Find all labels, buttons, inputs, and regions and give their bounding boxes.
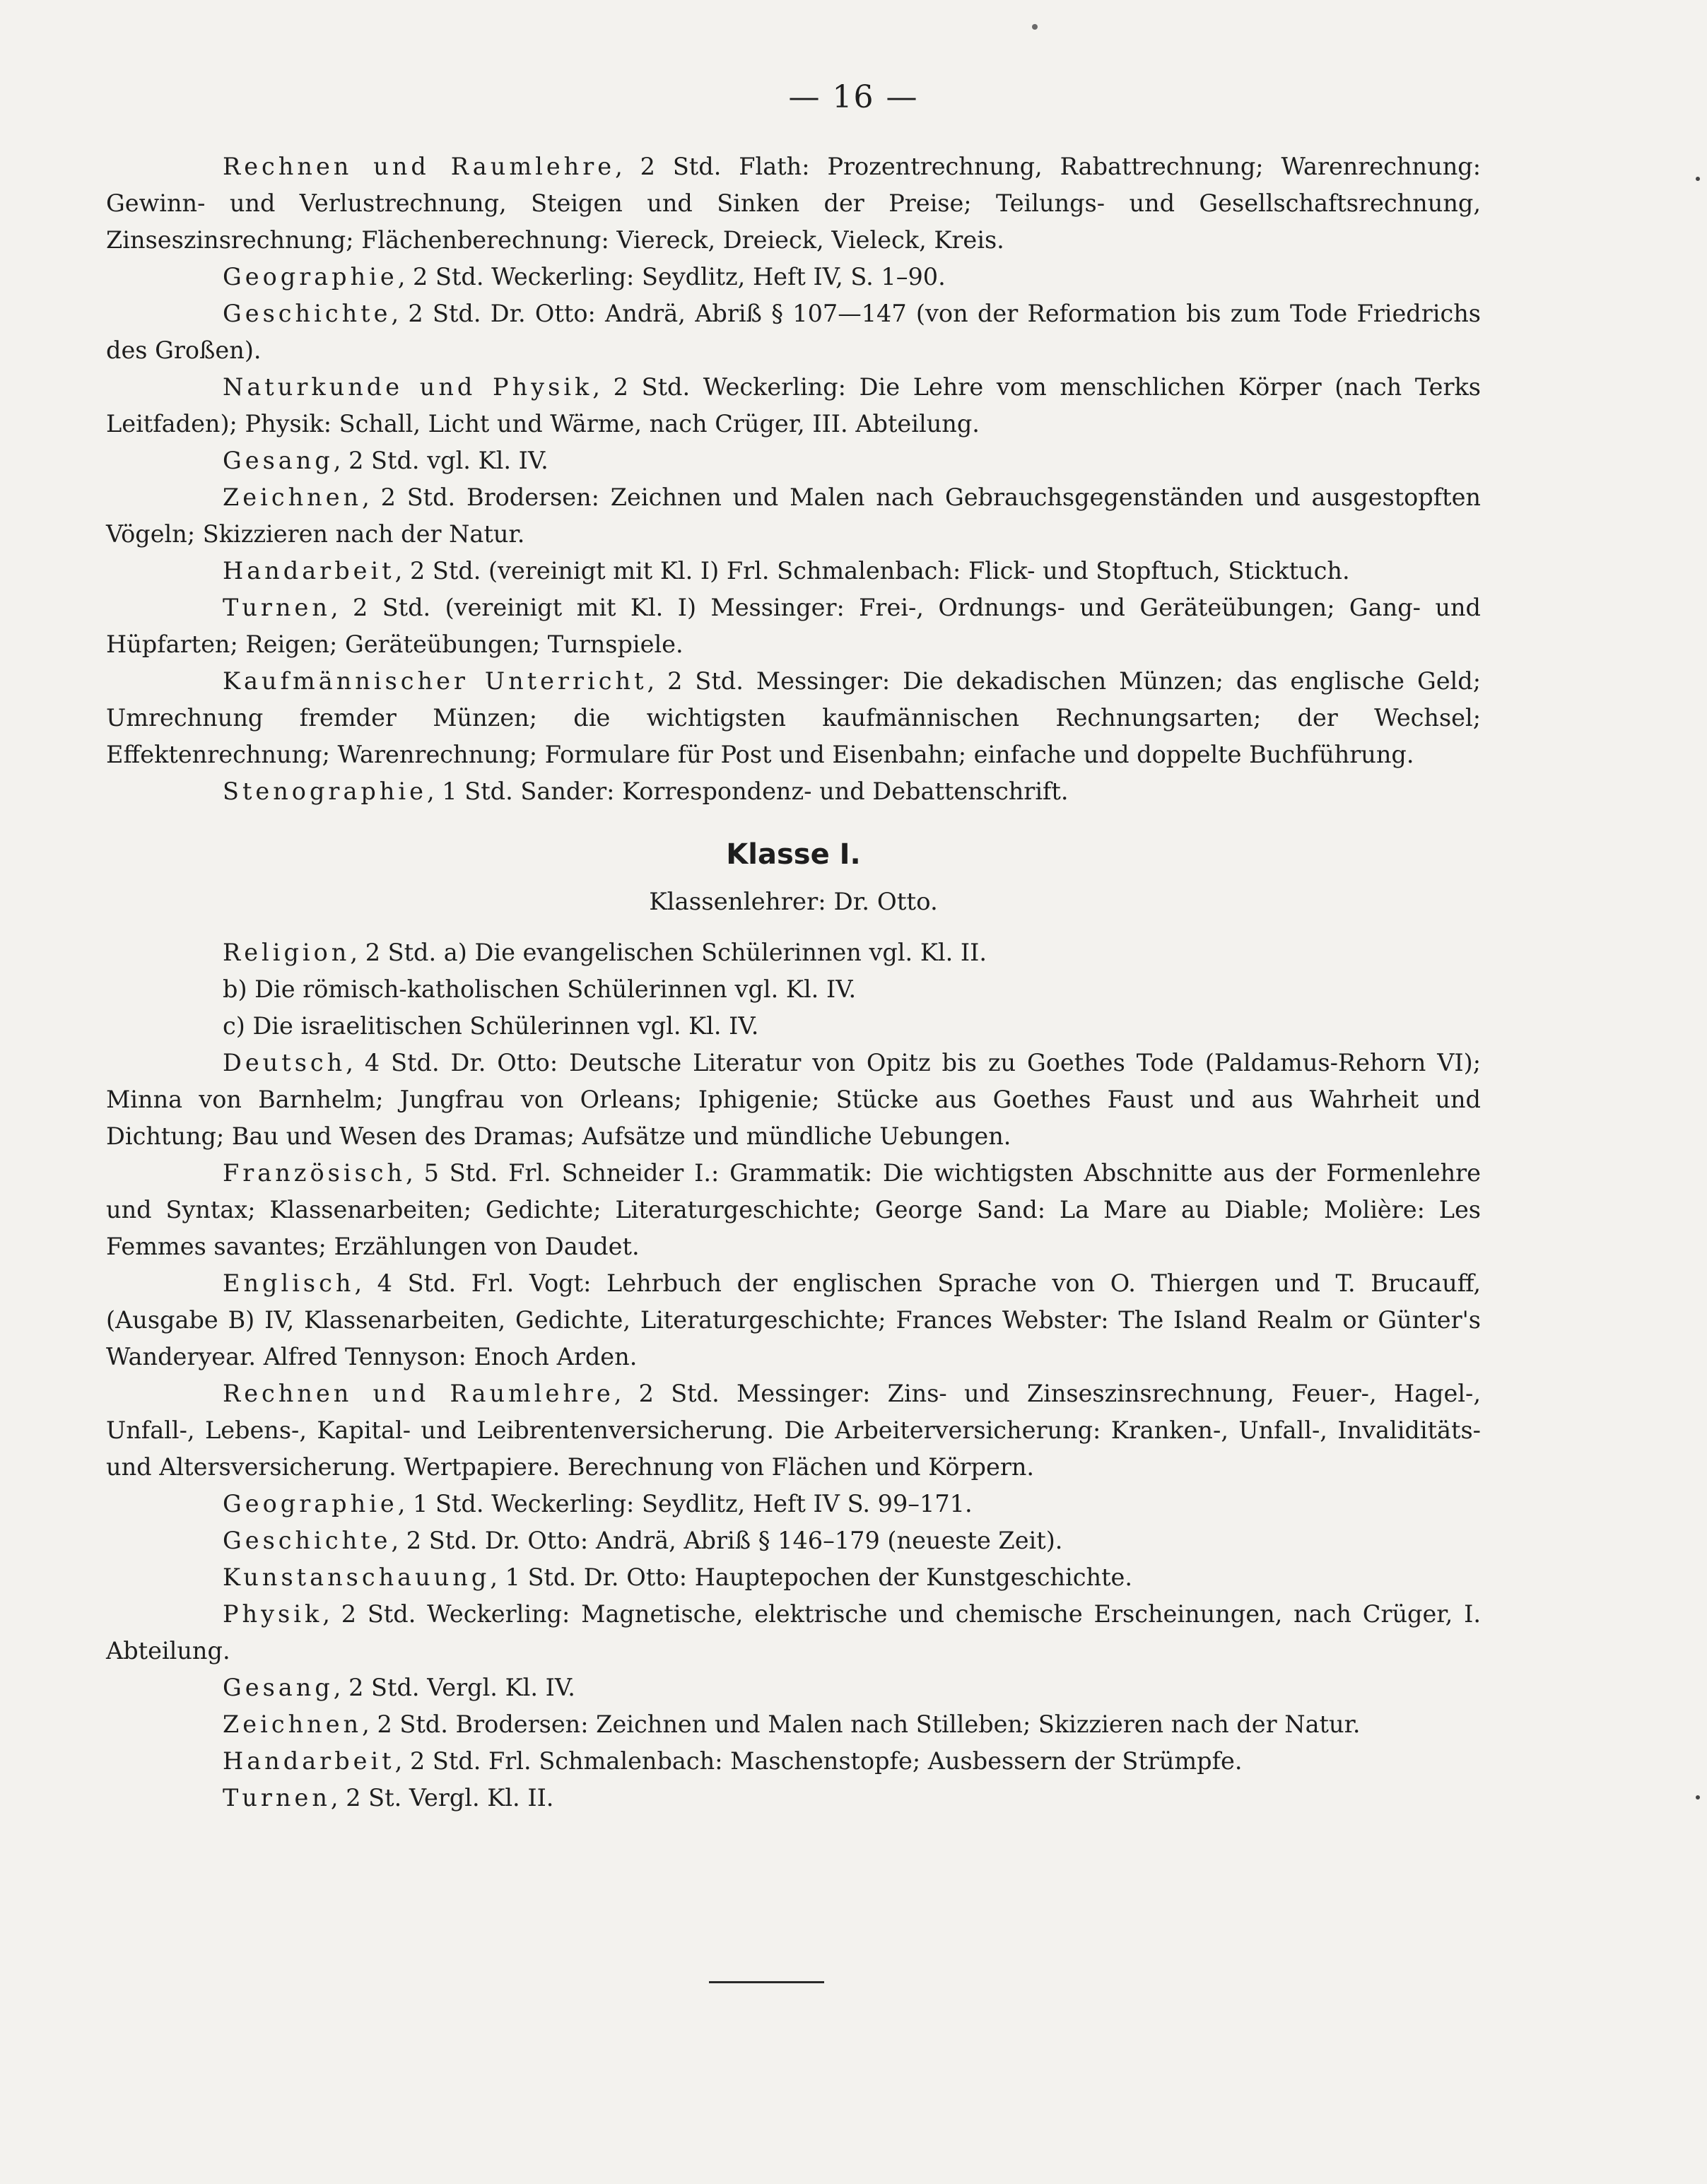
subject-description: , 1 Std. Weckerling: Seydlitz, Heft IV S. 99–171. bbox=[397, 1490, 973, 1517]
subject-paragraph bbox=[106, 295, 1481, 369]
subject-paragraph bbox=[106, 1596, 1481, 1669]
subject-name: Englisch bbox=[223, 1269, 355, 1297]
subject-description: c) Die israelitischen Schülerinnen vgl. Kl. IV. bbox=[223, 1012, 759, 1040]
subject-name: Geographie bbox=[223, 1490, 398, 1517]
subject-name: Stenographie bbox=[223, 777, 427, 805]
subject-description: , 2 Std. Dr. Otto: Andrä, Abriß § 146–179 (neueste Zeit). bbox=[391, 1527, 1063, 1554]
subject-description: , 4 Std. Dr. Otto: Deutsche Literatur von Opitz bis zu Goethes Tode (Paldamus-Rehorn VI); Minna von Barnhelm; Jungfrau von Orleans; Iphigenie; Stücke aus Goethes Faust und aus Wahrheit und Dichtung; Bau und Wesen des Dramas; Aufsätze und mündliche Uebungen. bbox=[106, 1049, 1481, 1150]
subject-paragraph bbox=[106, 1743, 1481, 1780]
subject-description: , 2 Std. Messinger: Die dekadischen Münzen; das englische Geld; Umrechnung fremder Münzen; die wichtigsten kaufmännischen Rechnungsarten; der Wechsel; Effektenrechnung; Warenrechnung; Formulare für Post und Eisenbahn; einfache und doppelte Buchführung. bbox=[106, 667, 1481, 768]
subject-paragraph bbox=[106, 934, 1481, 971]
subject-description: b) Die römisch-katholischen Schülerinnen vgl. Kl. IV. bbox=[223, 975, 857, 1003]
subject-description: , 2 Std. Brodersen: Zeichnen und Malen nach Gebrauchsgegenständen und ausgestopften Vögeln; Skizzieren nach der Natur. bbox=[106, 483, 1481, 548]
subject-paragraph bbox=[106, 1375, 1481, 1486]
subject-name: Handarbeit bbox=[223, 557, 395, 585]
subject-description: , 1 Std. Dr. Otto: Hauptepochen der Kunstgeschichte. bbox=[490, 1563, 1133, 1591]
subject-description: , 2 Std. Weckerling: Die Lehre vom menschlichen Körper (nach Terks Leitfaden); Physik: Schall, Licht und Wärme, nach Crüger, III. Abteilung. bbox=[106, 373, 1481, 438]
subject-paragraph bbox=[106, 369, 1481, 442]
subject-name: Kaufmännischer Unterricht bbox=[223, 667, 647, 695]
subject-paragraph bbox=[106, 553, 1481, 589]
margin-speck bbox=[1696, 177, 1700, 181]
page-number: — 16 — bbox=[788, 79, 919, 115]
subject-paragraph bbox=[106, 479, 1481, 553]
subject-description: , 2 Std. vgl. Kl. IV. bbox=[333, 447, 549, 474]
subject-description: , 2 Std. Vergl. Kl. IV. bbox=[333, 1674, 575, 1701]
subject-description: , 2 Std. (vereinigt mit Kl. I) Messinger: Frei-, Ordnungs- und Geräteübungen; Gang- und Hüpfarten; Reigen; Geräteübungen; Turnspiele. bbox=[106, 594, 1481, 658]
subject-paragraph bbox=[106, 259, 1481, 295]
subject-name: Geschichte bbox=[223, 1527, 392, 1554]
subject-paragraph bbox=[106, 1669, 1481, 1706]
subject-description: , 2 Std. Dr. Otto: Andrä, Abriß § 107—147 (von der Reformation bis zum Tode Friedrichs des Großen). bbox=[106, 300, 1481, 364]
subject-paragraph bbox=[106, 589, 1481, 663]
subject-paragraph bbox=[106, 1780, 1481, 1816]
subject-paragraph bbox=[106, 148, 1481, 259]
subject-paragraph bbox=[106, 663, 1481, 773]
end-rule bbox=[709, 1981, 824, 1983]
subject-description: , 1 Std. Sander: Korrespondenz- und Debattenschrift. bbox=[426, 777, 1069, 805]
subject-paragraph bbox=[106, 1559, 1481, 1596]
subject-paragraph bbox=[106, 442, 1481, 479]
subject-description: , 5 Std. Frl. Schneider I.: Grammatik: Die wichtigsten Abschnitte aus der Formenlehre und Syntax; Klassenarbeiten; Gedichte; Literaturgeschichte; George Sand: La Mare au Diable; Molière: Les Femmes savantes; Erzählungen von Daudet. bbox=[106, 1159, 1481, 1260]
subject-name: Geographie bbox=[223, 263, 398, 290]
subject-name: Religion bbox=[223, 939, 351, 966]
subject-name: Handarbeit bbox=[223, 1747, 395, 1775]
subject-paragraph bbox=[106, 1045, 1481, 1155]
subject-name: Zeichnen bbox=[223, 1710, 363, 1738]
subject-paragraph bbox=[106, 1706, 1481, 1743]
subject-description: , 2 Std. Weckerling: Seydlitz, Heft IV, S. 1–90. bbox=[397, 263, 946, 290]
subject-paragraph bbox=[106, 1265, 1481, 1375]
subject-paragraph bbox=[106, 773, 1481, 810]
subject-description: , 2 St. Vergl. Kl. II. bbox=[330, 1784, 554, 1812]
subject-description: , 4 Std. Frl. Vogt: Lehrbuch der englischen Sprache von O. Thiergen und T. Brucauff, (Ausgabe B) IV, Klassenarbeiten, Gedichte, Literaturgeschichte; Frances Webster: The Island Realm or Günter's Wanderyear. Alfred Tennyson: Enoch Arden. bbox=[106, 1269, 1481, 1370]
page-body bbox=[106, 148, 1481, 1816]
subject-name: Geschichte bbox=[223, 300, 392, 327]
subject-name: Deutsch bbox=[223, 1049, 346, 1076]
margin-speck bbox=[1696, 1795, 1700, 1800]
subject-description: , 2 Std. Weckerling: Magnetische, elektrische und chemische Erscheinungen, nach Crüger, I. Abteilung. bbox=[106, 1600, 1481, 1665]
subject-paragraph bbox=[106, 1155, 1481, 1265]
subject-name: Zeichnen bbox=[223, 483, 363, 511]
subject-name: Rechnen und Raumlehre bbox=[223, 1380, 614, 1407]
subject-name: Turnen bbox=[223, 1784, 331, 1812]
subject-name: Französisch bbox=[223, 1159, 406, 1187]
subject-paragraph bbox=[106, 1008, 1481, 1045]
subject-name: Gesang bbox=[223, 1674, 334, 1701]
subject-description: , 2 Std. Frl. Schmalenbach: Maschenstopfe; Ausbessern der Strümpfe. bbox=[394, 1747, 1243, 1775]
subject-paragraph bbox=[106, 971, 1481, 1008]
subject-description: , 2 Std. Messinger: Zins- und Zinseszinsrechnung, Feuer-, Hagel-, Unfall-, Lebens-, Kapital- und Leibrentenversicherung. Die Arbeiterversicherung: Kranken-, Unfall-, Invaliditäts- und Altersversicherung. Wertpapiere. Berechnung von Flächen und Körpern. bbox=[106, 1380, 1482, 1481]
subject-name: Rechnen und Raumlehre bbox=[223, 153, 616, 180]
subject-description: , 2 Std. (vereinigt mit Kl. I) Frl. Schmalenbach: Flick- und Stopftuch, Sticktuch. bbox=[394, 557, 1350, 585]
subject-name: Turnen bbox=[223, 594, 331, 621]
subject-name: Gesang bbox=[223, 447, 334, 474]
class-teacher: Klassenlehrer: Dr. Otto. bbox=[649, 888, 938, 916]
subject-description: , 2 Std. a) Die evangelischen Schülerinnen vgl. Kl. II. bbox=[350, 939, 987, 966]
subject-paragraph bbox=[106, 1486, 1481, 1522]
subject-name: Naturkunde und Physik bbox=[223, 373, 593, 401]
class-heading: Klasse I. bbox=[726, 838, 861, 871]
subject-paragraph bbox=[106, 1522, 1481, 1559]
subject-name: Physik bbox=[223, 1600, 323, 1628]
subject-description: , 2 Std. Flath: Prozentrechnung, Rabattrechnung; Warenrechnung: Gewinn- und Verlustrechnung, Steigen und Sinken der Preise; Teilungs- und Gesellschaftsrechnung, Zinseszinsrechnung; Flächenberechnung: Viereck, Dreieck, Vieleck, Kreis. bbox=[106, 153, 1482, 254]
subject-description: , 2 Std. Brodersen: Zeichnen und Malen nach Stilleben; Skizzieren nach der Natur. bbox=[362, 1710, 1361, 1738]
subject-name: Kunstanschauung bbox=[223, 1563, 491, 1591]
specks bbox=[1032, 24, 1038, 30]
